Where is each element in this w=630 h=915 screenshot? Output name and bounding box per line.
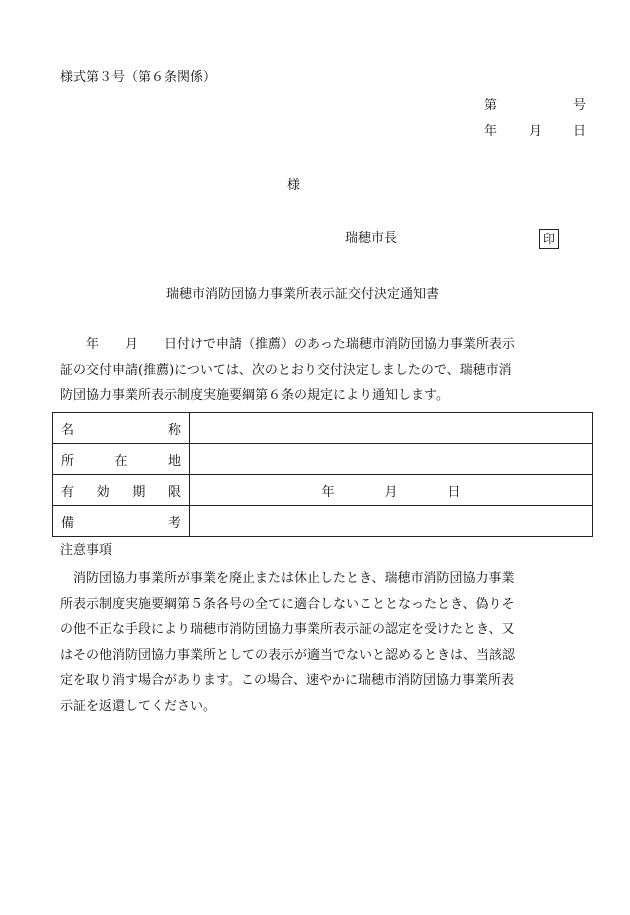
value-remarks[interactable] bbox=[190, 506, 593, 537]
info-table bbox=[52, 412, 593, 537]
notes-line: 示証を返還してください。 bbox=[60, 698, 217, 714]
label-name: 名 称 bbox=[53, 413, 190, 444]
body-paragraph bbox=[60, 332, 590, 409]
date-day-label: 日 bbox=[573, 124, 587, 139]
notes-line: の他不正な手段により瑞穂市消防団協力事業所表示証の認定を受けたとき、又 bbox=[60, 622, 515, 637]
notes-line: 定を取り消す場合があります。この場合、速やかに瑞穂市消防団協力事業所表 bbox=[60, 673, 514, 688]
label-location: 所 在 地 bbox=[53, 444, 190, 475]
table-row bbox=[53, 413, 593, 444]
value-location[interactable] bbox=[190, 444, 593, 475]
label-remarks: 備 考 bbox=[53, 506, 190, 537]
notes-line: 所表示制度実施要綱第５条各号の全てに適合しないこととなったとき、偽りそ bbox=[60, 596, 515, 612]
notes-line: 消防団協力事業所が事業を廃止または休止したとき、瑞穂市消防団協力事業 bbox=[60, 571, 515, 586]
addressee-honorific: 様 bbox=[287, 178, 301, 193]
validity-month-label: 月 bbox=[384, 484, 398, 500]
doc-number-suffix: 号 bbox=[573, 98, 587, 113]
body-line: 防団協力事業所表示制度実施要綱第６条の規定により通知します。 bbox=[60, 388, 449, 403]
issuer-name: 瑞穂市長 bbox=[345, 231, 398, 246]
notes-line: はその他消防団協力事業所としての表示が適当でないと認めるときは、当該認 bbox=[60, 647, 516, 663]
notes-heading: 注意事項 bbox=[60, 543, 113, 558]
seal-stamp: 印 bbox=[539, 229, 559, 249]
table-row bbox=[53, 444, 593, 475]
form-number: 様式第３号（第６条関係） bbox=[60, 70, 217, 85]
body-line: 年 月 日付けで申請（推薦）のあった瑞穂市消防団協力事業所表示 bbox=[60, 337, 515, 352]
date-month-label: 月 bbox=[529, 124, 543, 139]
validity-year-label: 年 bbox=[321, 484, 335, 500]
table-row bbox=[53, 506, 593, 537]
date-year-label: 年 bbox=[484, 124, 498, 139]
document-title: 瑞穂市消防団協力事業所表示証交付決定通知書 bbox=[166, 287, 440, 302]
label-validity-period: 有 効 期 限 bbox=[53, 475, 190, 506]
validity-day-label: 日 bbox=[447, 484, 461, 500]
body-line: 証の交付申請(推薦)については、次のとおり交付決定しましたので、瑞穂市消 bbox=[60, 362, 512, 378]
notes-paragraph bbox=[60, 566, 600, 719]
table-row bbox=[53, 475, 593, 506]
doc-number-prefix: 第 bbox=[484, 98, 498, 113]
value-name[interactable] bbox=[190, 413, 593, 444]
value-validity-period[interactable] bbox=[190, 475, 593, 506]
